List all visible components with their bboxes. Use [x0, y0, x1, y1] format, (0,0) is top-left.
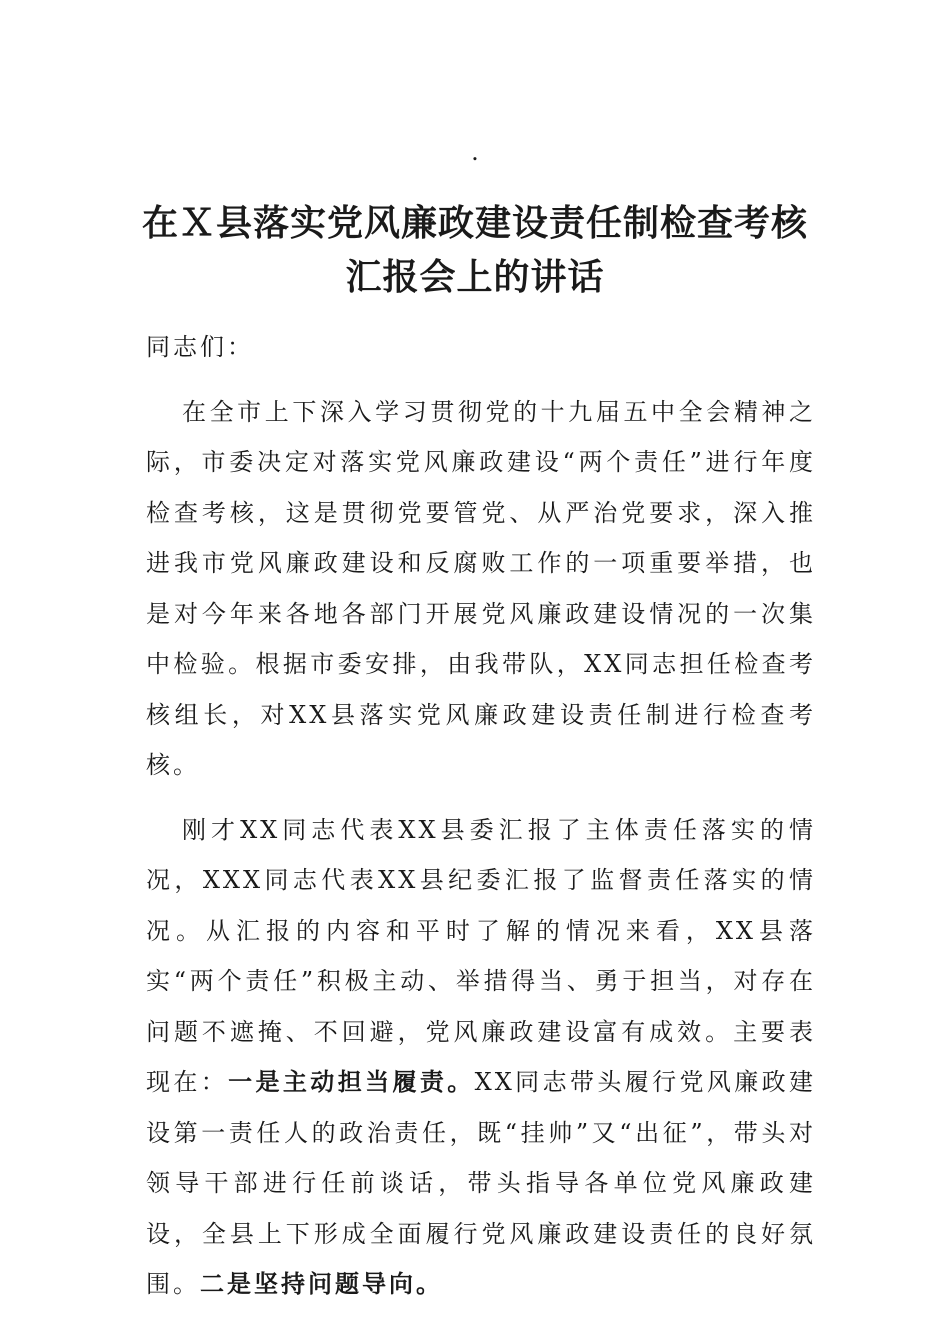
- paragraph-2-bold-2: 二是坚持问题导向。: [200, 1269, 443, 1298]
- document-body: [146, 322, 816, 1310]
- paragraph-2-text-2: XX同志带头履行党风廉政建设第一责任人的政治责任，既“挂帅”又“出征”，带头对领导干部进行任前谈话，带头指导各单位党风廉政建设，全县上下形成全面履行党风廉政建设责任的良好氛围。: [146, 1068, 817, 1298]
- title-line-2: 汇报会上的讲话: [345, 256, 605, 298]
- paragraph-2: [146, 805, 816, 1310]
- paragraph-2-bold-1: 一是主动担当履责。: [228, 1067, 475, 1096]
- header-mark: .: [471, 138, 479, 166]
- paragraph-1: 在全市上下深入学习贯彻党的十九届五中全会精神之际，市委决定对落实党风廉政建设“两个责任”进行年度检查考核，这是贯彻党要管党、从严治党要求，深入推进我市党风廉政建设和反腐败工作的一项重要举措，也是对今年来各地各部门开展党风廉政建设情况的一次集中检验。根据市委安排，由我带队，XX同志担任检查考核组长，对XX县落实党风廉政建设责任制进行检查考核。: [146, 397, 816, 779]
- paragraph-2-text-1: 刚才XX同志代表XX县委汇报了主体责任落实的情况，XXX同志代表XX县纪委汇报了监督责任落实的情况。从汇报的内容和平时了解的情况来看，XX县落实“两个责任”积极主动、举措得当、勇于担当，对存在问题不遮掩、不回避，党风廉政建设富有成效。主要表现在：: [146, 815, 816, 1096]
- document-title: [100, 196, 850, 304]
- title-line-1: 在Ｘ县落实党风廉政建设责任制检查考核: [141, 202, 808, 244]
- greeting: 同志们：: [146, 333, 254, 361]
